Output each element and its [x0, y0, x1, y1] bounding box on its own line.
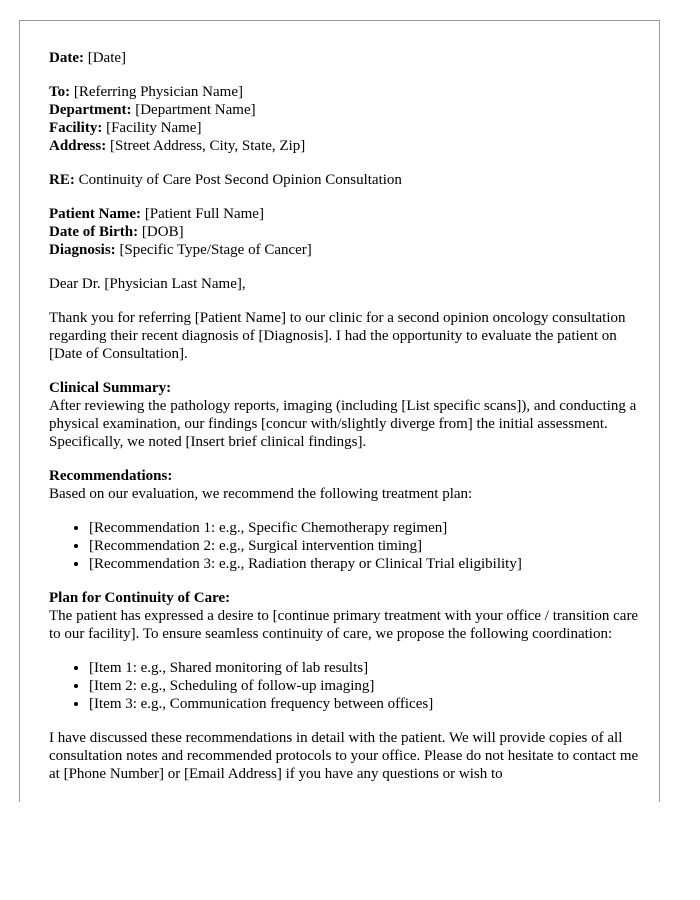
salutation: Dear Dr. [Physician Last Name], [49, 276, 246, 292]
dob-label: Date of Birth: [49, 224, 139, 240]
to-value: [Referring Physician Name] [73, 84, 243, 100]
recommendations-list [49, 519, 639, 573]
dob-line [49, 223, 639, 241]
recommendations-text: Based on our evaluation, we recommend the following treatment plan: [49, 486, 473, 502]
list-item: • [Item 1: e.g., Shared monitoring of lab results] [89, 659, 639, 677]
list-item: • [Item 2: e.g., Scheduling of follow-up imaging] [89, 677, 639, 695]
list-item: • [Recommendation 1: e.g., Specific Chemotherapy regimen] [89, 519, 639, 537]
recommendations-title: Recommendations: [49, 468, 173, 484]
facility-value: [Facility Name] [106, 120, 202, 136]
list-item: • [Item 3: e.g., Communication frequency between offices] [89, 695, 639, 713]
re-line [49, 171, 639, 189]
continuity-text: The patient has expressed a desire to [continue primary treatment with your office / transition care to our facility]. To ensure seamless continuity of care, we propose the following coordination: [49, 608, 639, 642]
dob-value: [DOB] [141, 224, 184, 240]
closing-paragraph: I have discussed these recommendations in detail with the patient. We will provide copies of all consultation notes and recommended protocols to your office. Please do not hesitate to contact me at [Phone Number] or [Email Address] if you have any questions or wish to [49, 730, 639, 782]
intro-paragraph: Thank you for referring [Patient Name] to our clinic for a second opinion oncology consultation regarding their recent diagnosis of [Diagnosis]. I had the opportunity to evaluate the patient on [Date of Consultation]. [49, 310, 626, 362]
clinical-summary-text: After reviewing the pathology reports, imaging (including [List specific scans]), and conducting a physical examination, our findings [concur with/slightly diverge from] the initial assessment. Specifically, we noted [Insert brief clinical findings]. [49, 398, 637, 450]
re-label: RE: [49, 172, 75, 188]
diagnosis-label: Diagnosis: [49, 242, 116, 258]
continuity-section [49, 589, 639, 713]
date-label: Date: [49, 50, 84, 66]
clinical-summary-title: Clinical Summary: [49, 380, 172, 396]
department-value: [Department Name] [135, 102, 256, 118]
diagnosis-line [49, 241, 639, 259]
list-item: • [Recommendation 2: e.g., Surgical intervention timing] [89, 537, 639, 555]
patient-block [49, 205, 639, 259]
department-label: Department: [49, 102, 132, 118]
recipient-block [49, 83, 639, 155]
patient-name-line [49, 205, 639, 223]
patient-name-value: [Patient Full Name] [144, 206, 264, 222]
to-label: To: [49, 84, 71, 100]
clinical-summary-section [49, 379, 639, 451]
address-line [49, 137, 639, 155]
address-value: [Street Address, City, State, Zip] [109, 138, 306, 154]
patient-name-label: Patient Name: [49, 206, 142, 222]
date-value: [Date] [87, 50, 127, 66]
letter-content [49, 49, 639, 799]
diagnosis-value: [Specific Type/Stage of Cancer] [119, 242, 312, 258]
department-line [49, 101, 639, 119]
address-label: Address: [49, 138, 107, 154]
to-line [49, 83, 639, 101]
continuity-title: Plan for Continuity of Care: [49, 590, 231, 606]
letter-page [19, 20, 660, 802]
date-line [49, 49, 639, 67]
recommendations-section [49, 467, 639, 573]
facility-line [49, 119, 639, 137]
re-value: Continuity of Care Post Second Opinion Consultation [78, 172, 402, 188]
list-item: • [Recommendation 3: e.g., Radiation therapy or Clinical Trial eligibility] [89, 555, 639, 573]
continuity-list [49, 659, 639, 713]
facility-label: Facility: [49, 120, 103, 136]
